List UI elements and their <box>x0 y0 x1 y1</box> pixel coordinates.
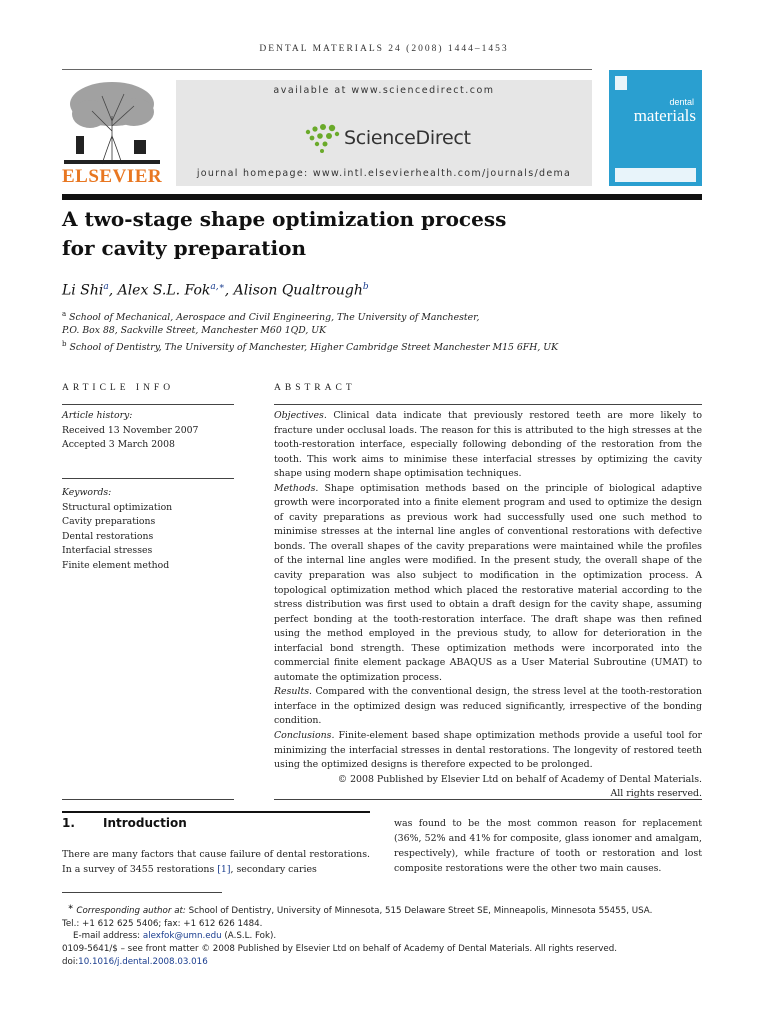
body-text: , secondary caries <box>230 864 317 875</box>
footnote-label: Corresponding author at: <box>76 905 186 916</box>
affiliation-a-line2: P.O. Box 88, Sackville Street, Manchester M60 1QD, UK <box>62 325 327 336</box>
footnote-mark: ∗ <box>67 902 74 911</box>
section-text: Compared with the conventional design, the stress level at the tooth-restoration interface in the optimized design was reduced significantly, irrespective of the bonding condition. <box>274 686 702 727</box>
doi-link[interactable]: 10.1016/j.dental.2008.03.016 <box>78 957 208 968</box>
author-separator: , <box>224 282 234 299</box>
article-info-rule <box>62 404 234 405</box>
accepted-date: Accepted 3 March 2008 <box>62 439 175 451</box>
author-name: Alex S.L. Fok <box>117 282 211 299</box>
email-label: E-mail address: <box>73 931 141 942</box>
article-info-bottom-rule <box>62 799 234 800</box>
cover-badge <box>615 76 627 90</box>
footnote-rule <box>62 892 222 893</box>
intro-left-column <box>62 847 370 877</box>
article-info-heading: ARTICLE INFO <box>62 383 175 393</box>
author-name: Li Shi <box>62 282 104 299</box>
section-text: Shape optimisation methods based on the principle of biological adaptive growth were incorporated into a finite element program and used to optimize the design of cavity preparations as previous work had successfully used one such method to minimise stresses at the internal line angles of conventional restorations with defective bonds. The overall shapes of the cavity preparations were maintained while the profiles of the internal line angles were modified. In the present study, the overall shape of the cavity preparation was also subject to modification in the optimization process. A topological optimization method which placed the restorative material according to the stress distribution was first used to obtain a draft design for the cavity shape, assuming perfect bonding at the tooth-restoration interface. The draft shape was then refined using the method employed in the previous study, to allow for deterioration in the interfacial bond strength. These optimization methods were incorporated into the commercial finite element package ABAQUS as a User Material Subroutine (UMAT) to automate the optimization process. <box>274 482 702 683</box>
intro-rule <box>62 811 370 813</box>
elsevier-wordmark: ELSEVIER <box>62 166 163 187</box>
history-rule <box>62 478 234 479</box>
cover-footer <box>615 168 696 182</box>
header-rule <box>62 69 592 70</box>
abstract-rule <box>274 404 702 405</box>
cover-title-materials: materials <box>633 106 696 125</box>
abstract-results <box>274 685 702 729</box>
telephone-line: Tel.: +1 612 625 5406; fax: +1 612 626 1484. <box>62 918 263 929</box>
cover-title-dental: dental <box>669 97 694 107</box>
abstract-body <box>274 409 702 802</box>
keyword: Finite element method <box>62 559 170 571</box>
abstract-methods <box>274 482 702 686</box>
affiliation-a <box>62 310 479 323</box>
sciencedirect-name: ScienceDirect <box>344 127 471 149</box>
section-text: Clinical data indicate that previously restored teeth are more likely to fracture under occlusal loads. The reason for this is attributed to the high stresses at the tooth-restoration interface, especially following debonding of the restoration from the tooth. This work aims to minimise these interfacial stresses by optimizing the cavity shape using modern shape optimisation techniques. <box>274 410 702 480</box>
section-label: Conclusions. <box>274 730 335 742</box>
section-label: Objectives. <box>274 410 327 421</box>
copyright-line: © 2008 Published by Elsevier Ltd on behalf of Academy of Dental Materials. <box>337 773 702 785</box>
keywords-label: Keywords: <box>62 487 112 498</box>
doi-label: doi: <box>62 957 79 968</box>
sciencedirect-logo[interactable] <box>300 120 500 156</box>
article-title <box>62 205 662 263</box>
sciencedirect-dots-icon <box>300 120 342 156</box>
article-history <box>62 409 234 453</box>
abstract-heading: ABSTRACT <box>274 383 356 393</box>
affil-mark: a <box>103 282 109 292</box>
abstract-objectives <box>274 409 702 482</box>
elsevier-logo <box>62 76 162 188</box>
elsevier-tree-icon <box>62 76 162 166</box>
affil-mark: a,∗ <box>210 282 225 292</box>
affiliation-b <box>62 340 558 353</box>
reference-link[interactable]: [1] <box>217 864 231 875</box>
doi-line <box>62 956 702 969</box>
keywords-block <box>62 486 234 574</box>
section-number: 1. <box>62 816 75 830</box>
keyword: Structural optimization <box>62 501 173 513</box>
abstract-conclusions <box>274 729 702 773</box>
title-rule <box>62 194 702 200</box>
email-link[interactable]: alexfok@umn.edu <box>142 931 222 942</box>
title-line-2: for cavity preparation <box>62 236 307 260</box>
email-line <box>62 930 702 943</box>
affil-mark: b <box>362 282 369 292</box>
footnotes <box>62 901 702 969</box>
affiliation-text: School of Dentistry, The University of Manchester, Higher Cambridge Street Manchester M15 6FH, UK <box>69 342 559 354</box>
corresponding-author-note <box>62 901 702 918</box>
affiliation-text: School of Mechanical, Aerospace and Civil Engineering, The University of Manchester, <box>69 312 480 324</box>
keyword: Dental restorations <box>62 530 154 542</box>
title-line-1: A two-stage shape optimization process <box>62 207 507 231</box>
author-list <box>62 282 369 299</box>
keyword: Interfacial stresses <box>62 545 153 557</box>
section-heading <box>62 816 187 830</box>
footnote-text: School of Dentistry, University of Minnesota, 515 Delaware Street SE, Minneapolis, Minnesota 55455, USA. <box>188 905 653 916</box>
keyword: Cavity preparations <box>62 516 156 528</box>
rights-line: All rights reserved. <box>610 788 702 800</box>
abstract-bottom-rule <box>274 799 702 800</box>
author-separator: , <box>108 282 118 299</box>
issn-line: 0109-5641/$ – see front matter © 2008 Published by Elsevier Ltd on behalf of Academy of Dental Materials. All rights reserved. <box>62 944 618 955</box>
received-date: Received 13 November 2007 <box>62 424 199 436</box>
affil-mark: b <box>62 340 67 348</box>
section-title: Introduction <box>103 816 187 830</box>
intro-right-column: was found to be the most common reason for replacement (36%, 52% and 41% for composite, glass ionomer and amalgam, respectively), while fracture of tooth or restoration and lost composite restorations were the other two main causes. <box>394 818 702 874</box>
section-text: Finite-element based shape optimization methods provide a useful tool for minimizing the interfacial stresses in dental restorations. The longevity of restored teeth using the optimized designs is therefore expected to be prolonged. <box>274 730 703 771</box>
body-text: There are many factors that cause failure of dental restorations. In a survey of 3455 restorations <box>62 849 370 875</box>
running-head: DENTAL MATERIALS 24 (2008) 1444–1453 <box>259 44 509 54</box>
email-suffix: (A.S.L. Fok). <box>224 931 277 942</box>
section-label: Methods. <box>274 482 319 494</box>
available-at-link[interactable]: available at www.sciencedirect.com <box>273 85 495 96</box>
journal-homepage-link[interactable]: journal homepage: www.intl.elsevierhealth.com/journals/dema <box>196 168 572 179</box>
section-label: Results. <box>274 686 313 698</box>
author-name: Alison Qualtrough <box>233 282 363 299</box>
affil-mark: a <box>62 310 67 318</box>
history-label: Article history: <box>62 410 133 421</box>
journal-cover <box>609 70 702 186</box>
